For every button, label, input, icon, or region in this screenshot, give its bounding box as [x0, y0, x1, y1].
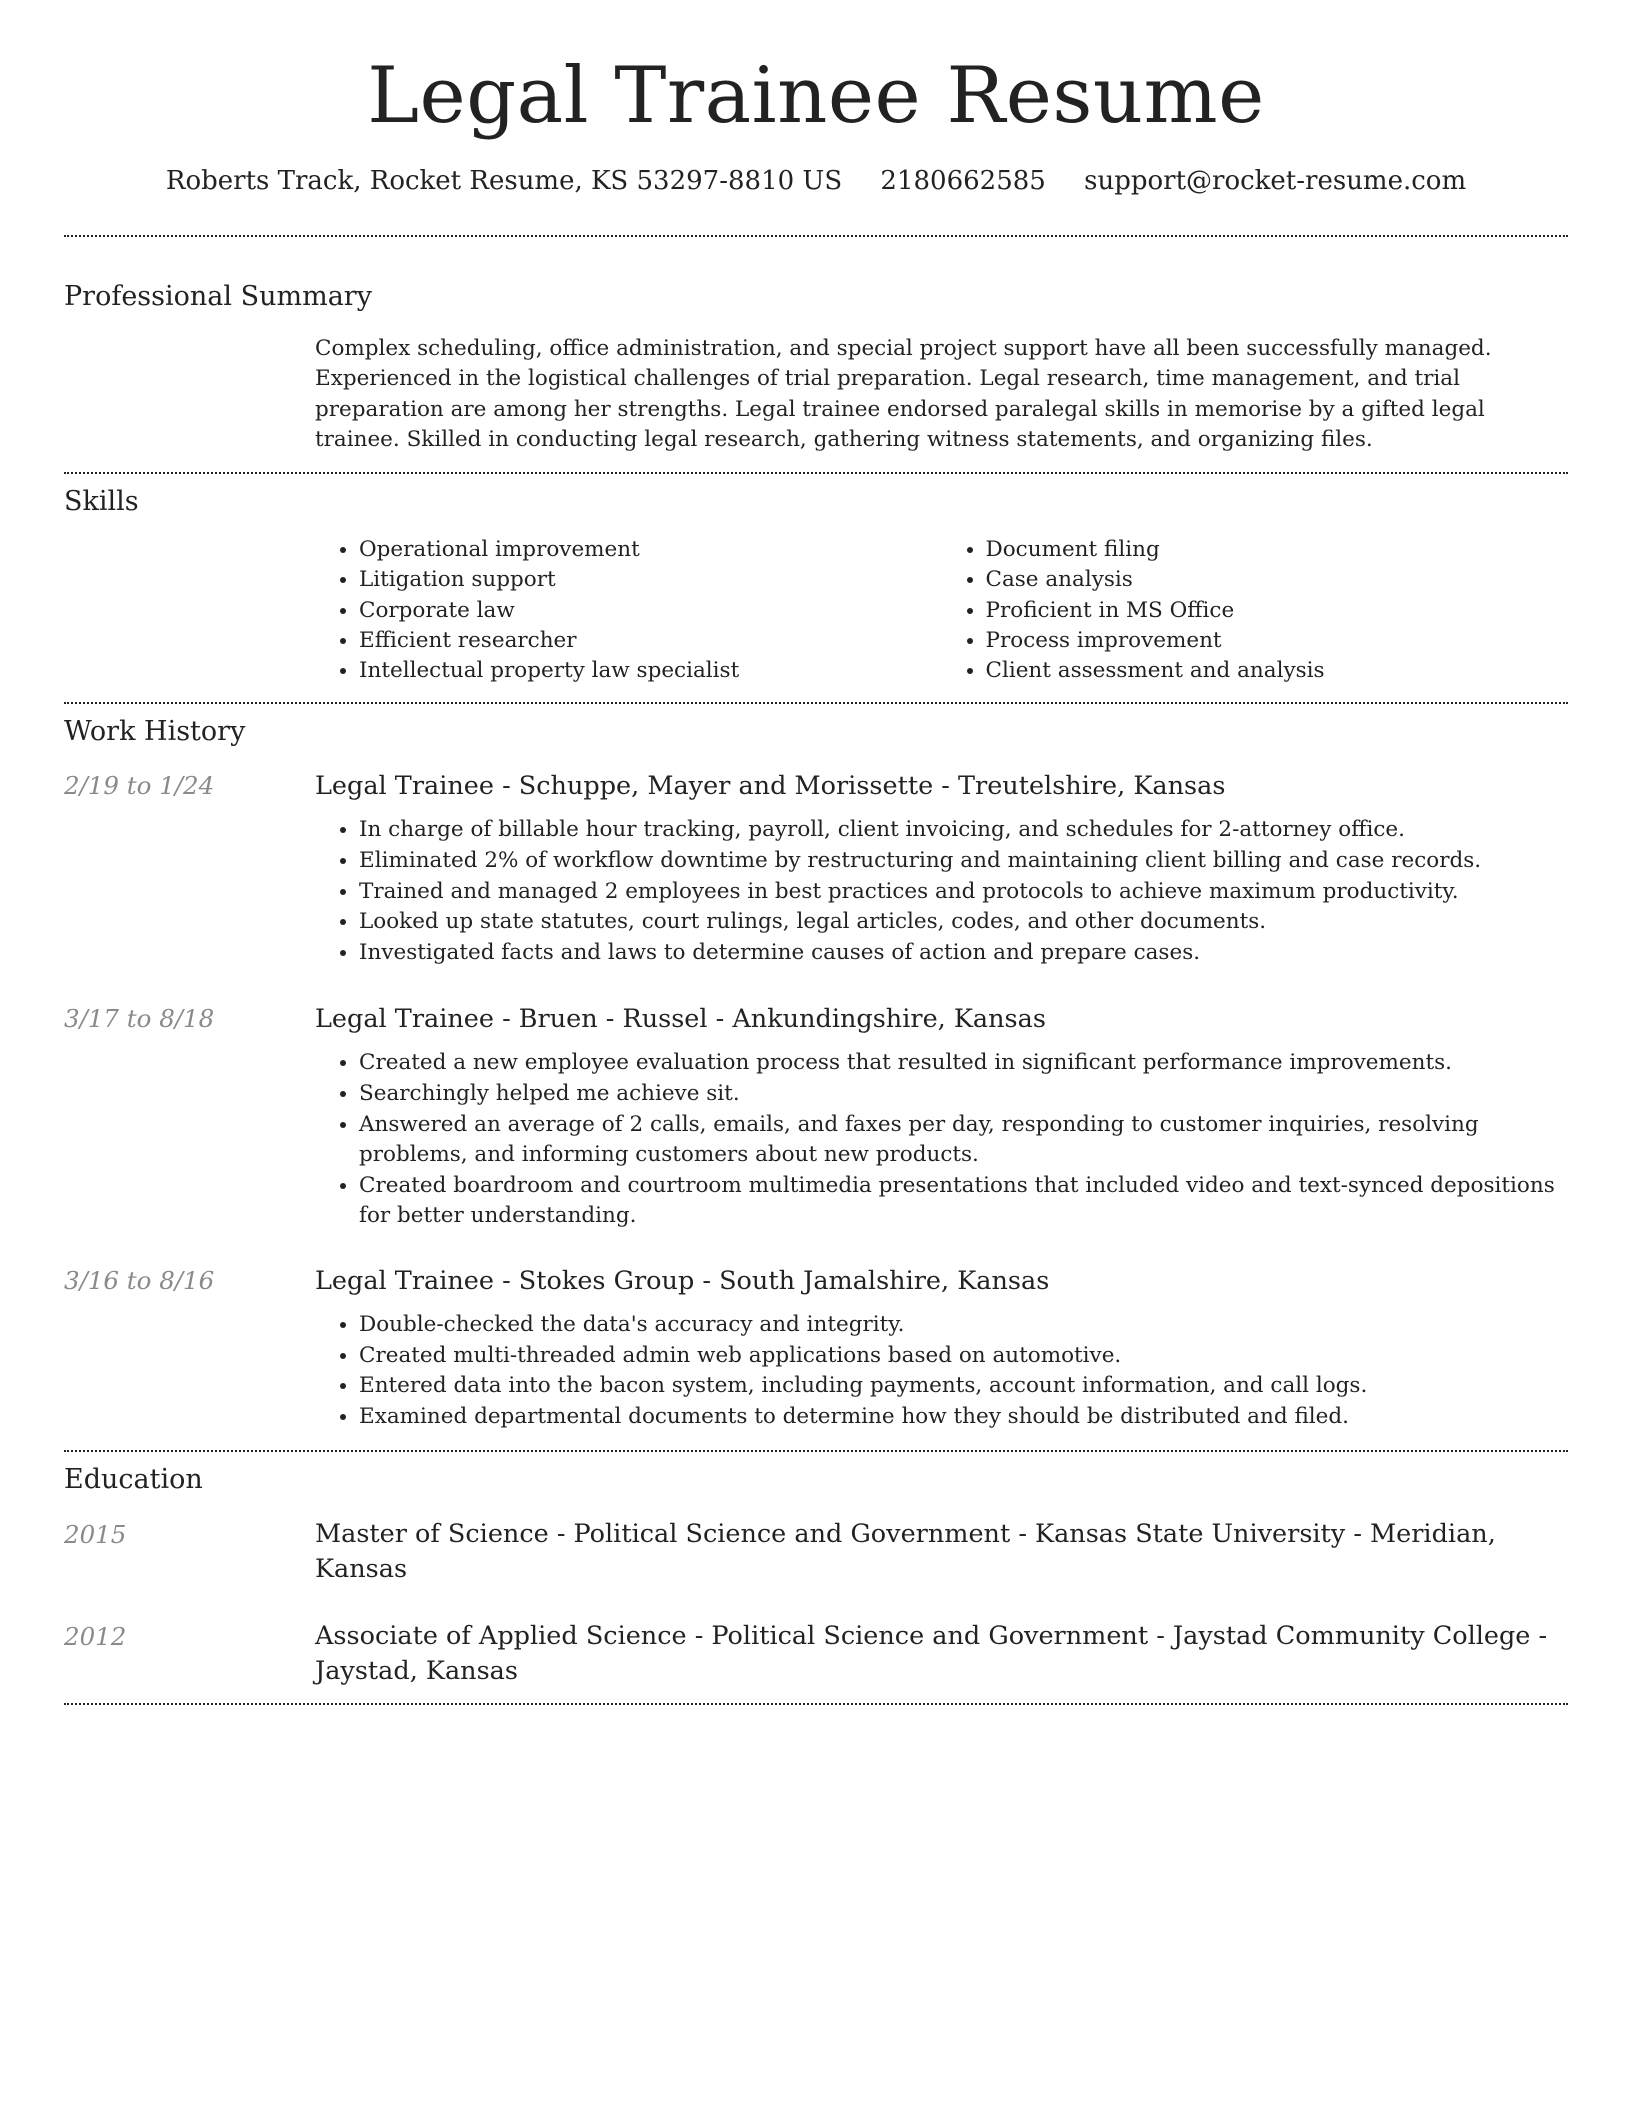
education-entry — [64, 1619, 1568, 1689]
skill-item: • Intellectual property law specialist — [359, 656, 942, 686]
job-dates: 2/19 to 1/24 — [64, 771, 215, 801]
skills-heading: Skills — [64, 485, 139, 517]
skill-item: • Proficient in MS Office — [986, 596, 1569, 626]
duty-item: • Created boardroom and courtroom multimedia presentations that included video and text-synced depositions for better understanding. — [359, 1171, 1568, 1232]
duty-item: • Eliminated 2% of workflow downtime by restructuring and maintaining client billing and case records. — [359, 846, 1568, 877]
education-heading: Education — [64, 1464, 203, 1496]
job-duties — [315, 1310, 1568, 1432]
duty-item: • Entered data into the bacon system, including payments, account information, and call logs. — [359, 1371, 1568, 1402]
education-entry — [64, 1517, 1568, 1587]
job-dates: 3/17 to 8/18 — [64, 1004, 215, 1034]
skill-item: • Case analysis — [986, 565, 1569, 595]
skill-item: • Corporate law — [359, 596, 942, 626]
duty-item: • Looked up state statutes, court rulings, legal articles, codes, and other documents. — [359, 907, 1568, 938]
duty-item: • Double-checked the data's accuracy and integrity. — [359, 1310, 1568, 1341]
duty-item: • Investigated facts and laws to determine causes of action and prepare cases. — [359, 938, 1568, 969]
job-duties — [315, 815, 1568, 968]
job-dates: 3/16 to 8/16 — [64, 1266, 215, 1295]
skills-section — [64, 474, 1568, 702]
job-title: Legal Trainee - Schuppe, Mayer and Morissette - Treutelshire, Kansas — [315, 771, 1226, 802]
resume-title: Legal Trainee Resume — [367, 51, 1265, 141]
job-duties — [315, 1048, 1568, 1232]
contact-line — [64, 166, 1568, 197]
contact-phone: 2180662585 — [880, 165, 1046, 196]
duty-item: • Answered an average of 2 calls, emails, and faxes per day, responding to customer inquiries, resolving problems, and informing customers about new products. — [359, 1110, 1568, 1171]
duty-item: • Created multi-threaded admin web applications based on automotive. — [359, 1341, 1568, 1372]
skill-item: • Client assessment and analysis — [986, 656, 1569, 686]
resume-header — [64, 0, 1568, 197]
skill-item: • Litigation support — [359, 565, 942, 595]
summary-text: Complex scheduling, office administration, and special project support have all been successfully managed. Experienced in the logistical challenges of trial preparation. Legal research, time management, and trial preparation are among her strengths. Legal trainee endorsed paralegal skills in memorise by a gifted legal trainee. Skilled in conducting legal research, gathering witness statements, and organizing files. — [315, 335, 1492, 453]
skill-item: • Document filing — [986, 535, 1569, 565]
skill-item: • Process improvement — [986, 626, 1569, 656]
job-entry — [64, 1002, 1568, 1232]
section-divider — [64, 1703, 1568, 1705]
skills-list-left — [315, 535, 942, 686]
contact-address: Roberts Track, Rocket Resume, KS 53297-8810 US — [165, 165, 843, 196]
education-year: 2012 — [64, 1622, 127, 1652]
education-year: 2015 — [64, 1520, 127, 1550]
summary-heading: Professional Summary — [64, 280, 372, 312]
skills-list-right — [942, 535, 1569, 686]
duty-item: • Examined departmental documents to determine how they should be distributed and filed. — [359, 1402, 1568, 1433]
duty-item: • Searchingly helped me achieve sit. — [359, 1079, 1568, 1110]
work-history-section — [64, 704, 1568, 1450]
job-title: Legal Trainee - Stokes Group - South Jamalshire, Kansas — [315, 1266, 1050, 1296]
duty-item: • Trained and managed 2 employees in best practices and protocols to achieve maximum productivity. — [359, 877, 1568, 908]
skill-item: • Operational improvement — [359, 535, 942, 565]
job-entry — [64, 1264, 1568, 1432]
contact-email: support@rocket-resume.com — [1084, 165, 1467, 196]
summary-section — [64, 237, 1568, 472]
education-section — [64, 1452, 1568, 1703]
job-title: Legal Trainee - Bruen - Russel - Ankundingshire, Kansas — [315, 1004, 1046, 1035]
duty-item: • In charge of billable hour tracking, payroll, client invoicing, and schedules for 2-attorney office. — [359, 815, 1568, 846]
skill-item: • Efficient researcher — [359, 626, 942, 656]
education-degree: Associate of Applied Science - Political Science and Government - Jaystad Community College - Jaystad, Kansas — [315, 1621, 1548, 1687]
duty-item: • Created a new employee evaluation process that resulted in significant performance improvements. — [359, 1048, 1568, 1079]
job-entry — [64, 769, 1568, 968]
education-degree: Master of Science - Political Science and Government - Kansas State University - Meridian, Kansas — [315, 1519, 1496, 1585]
work-history-heading: Work History — [64, 716, 246, 748]
